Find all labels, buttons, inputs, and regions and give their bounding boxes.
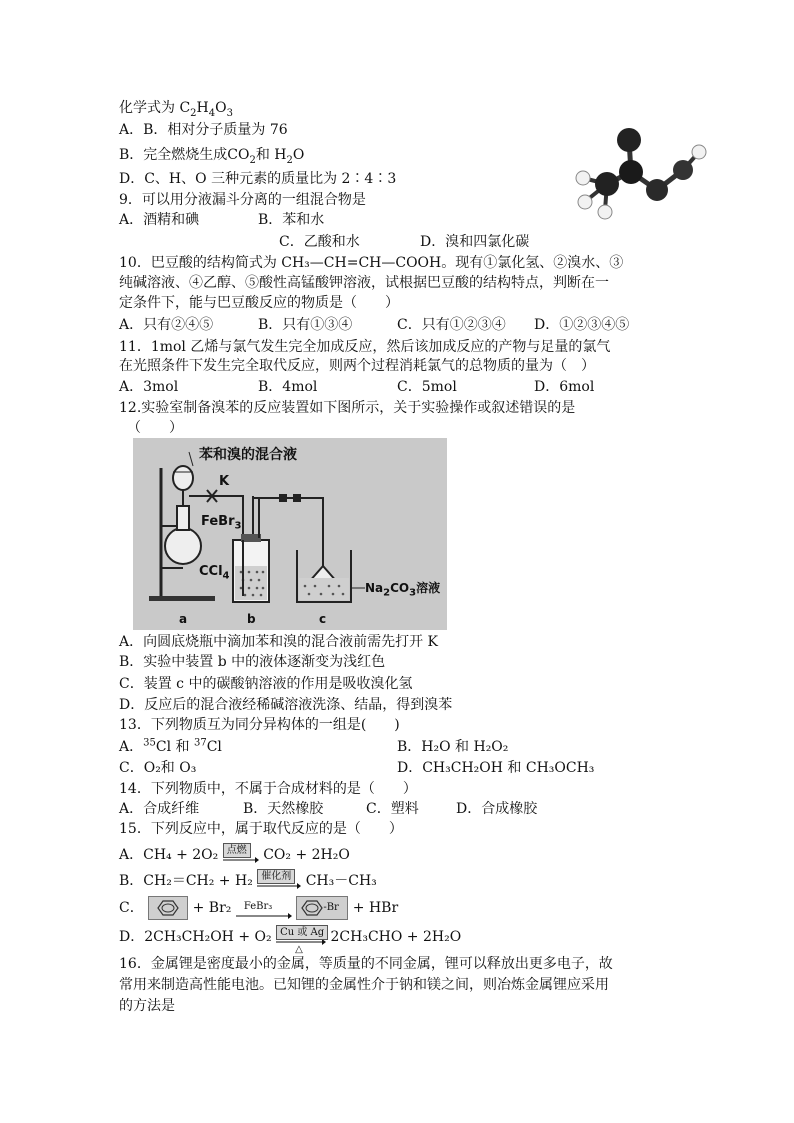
q9-stem: 9．可以用分液漏斗分离的一组混合物是 [119,192,366,208]
q12-option-c: C．装置 c 中的碳酸钠溶液的作用是吸收溴化氢 [119,676,413,692]
q15-option-b: B．CH₂＝CH₂ + H₂ 催化剂 CH₃－CH₃ [119,871,377,889]
label-a: a [179,612,188,626]
q9-option-d: D．溴和四氯化碳 [420,234,530,250]
label-na2co3: $Na_2CO_3$溶液 [365,581,441,599]
bromobenzene-icon: -Br [296,896,348,920]
condition-cu-ag: Cu 或 Ag [276,925,328,940]
q10-option-b: B．只有①③④ [258,317,353,333]
condition-ignite: 点燃 [223,843,251,858]
q14-option-d: D．合成橡胶 [456,801,538,817]
q9-option-c: C．乙酸和水 [279,234,360,250]
q10-option-a: A．只有②④⑤ [119,317,214,333]
apparatus-figure [133,438,447,630]
label-febr3: FeBr$_3$ [201,514,242,532]
q12-option-b: B．实验中装置 b 中的液体逐渐变为浅红色 [119,654,386,670]
q11-option-c: C．5mol [397,379,457,395]
q16-stem-line1: 16．金属锂是密度最小的金属，等质量的不同金属，锂可以释放出更多电子，故 [119,956,613,972]
q13-stem: 13．下列物质互为同分异构体的一组是( ) [119,717,400,733]
q13-option-b: B．H₂O 和 H₂O₂ [397,739,509,755]
condition-heat: △ [295,944,303,955]
q16-stem-line2: 常用来制造高性能电池。已知锂的金属性介于钠和镁之间，则冶炼金属锂应采用 [119,977,609,993]
q9-option-a: A．酒精和碘 [119,212,200,228]
q10-stem-line3: 定条件下，能与巴豆酸反应的物质是（ ） [119,295,399,311]
q10-option-c: C．只有①②③④ [397,317,506,333]
label-ccl4: CCl$_4$ [199,564,230,582]
label-b: b [247,612,256,626]
q14-option-b: B．天然橡胶 [243,801,324,817]
q14-option-a: A．合成纤维 [119,801,200,817]
q8-stem: 化学式为 $C_2H_4O_3$ [119,100,233,119]
condition-catalyst: 催化剂 [257,869,295,884]
q8-option-b: B．完全燃烧生成$CO_2$和 $H_2O$ [119,147,305,166]
benzene-icon [148,896,188,920]
q13-option-c: C．O₂和 O₃ [119,760,197,776]
q15-stem: 15．下列反应中，属于取代反应的是（ ） [119,821,403,837]
label-k: K [219,474,230,489]
q9-option-b: B．苯和水 [258,212,325,228]
label-c: c [319,612,327,626]
q15-option-d: D．2CH₃CH₂OH + O₂ Cu 或 Ag △ 2CH₃CHO + 2H₂O [119,927,462,955]
q12-option-d: D．反应后的混合液经稀碱溶液洗涤、结晶，得到溴苯 [119,697,453,713]
q16-stem-line3: 的方法是 [119,998,175,1014]
q12-stem: 12.实验室制备溴苯的反应装置如下图所示，关于实验操作或叙述错误的是 [119,400,576,416]
q15-option-c: C． + Br₂ FeBr₃ -Br + HBr [119,895,398,921]
q14-stem: 14．下列物质中，不属于合成材料的是（ ） [119,781,417,797]
q13-option-d: D．CH₃CH₂OH 和 CH₃OCH₃ [397,760,595,776]
q8-option-d: D．C、H、O 三种元素的质量比为 2∶4∶3 [119,171,397,187]
q14-option-c: C．塑料 [366,801,419,817]
q11-option-a: A．3mol [119,379,179,395]
q11-option-d: D．6mol [534,379,595,395]
q10-option-d: D．①②③④⑤ [534,317,630,333]
molecule-model-image [565,122,715,232]
q11-option-b: B．4mol [258,379,318,395]
condition-febr3: FeBr₃ [243,901,273,912]
q8-option-ab: A．B．相对分子质量为 76 [119,122,288,138]
q13-option-a: A．$^{35}$Cl 和 $^{37}$Cl [119,737,222,755]
q12-option-a: A．向圆底烧瓶中滴加苯和溴的混合液前需先打开 K [119,634,439,650]
q11-stem-line1: 11．1mol 乙烯与氯气发生完全加成反应，然后该加成反应的产物与足量的氯气 [119,339,611,355]
q10-stem-line1: 10．巴豆酸的结构简式为 CH₃—CH=CH—COOH。现有①氯化氢、②溴水、③ [119,255,624,271]
q11-stem-line2: 在光照条件下发生完全取代反应，则两个过程消耗氯气的总物质的量为（ ） [119,358,595,374]
q12-paren: （ ） [127,420,183,436]
q10-stem-line2: 纯碱溶液、④乙醇、⑤酸性高锰酸钾溶液，试根据巴豆酸的结构特点，判断在一 [119,275,609,291]
label-mixture: 苯和溴的混合液 [199,447,297,463]
q15-option-a: A．CH₄ + 2O₂ 点燃 CO₂ + 2H₂O [119,845,350,863]
